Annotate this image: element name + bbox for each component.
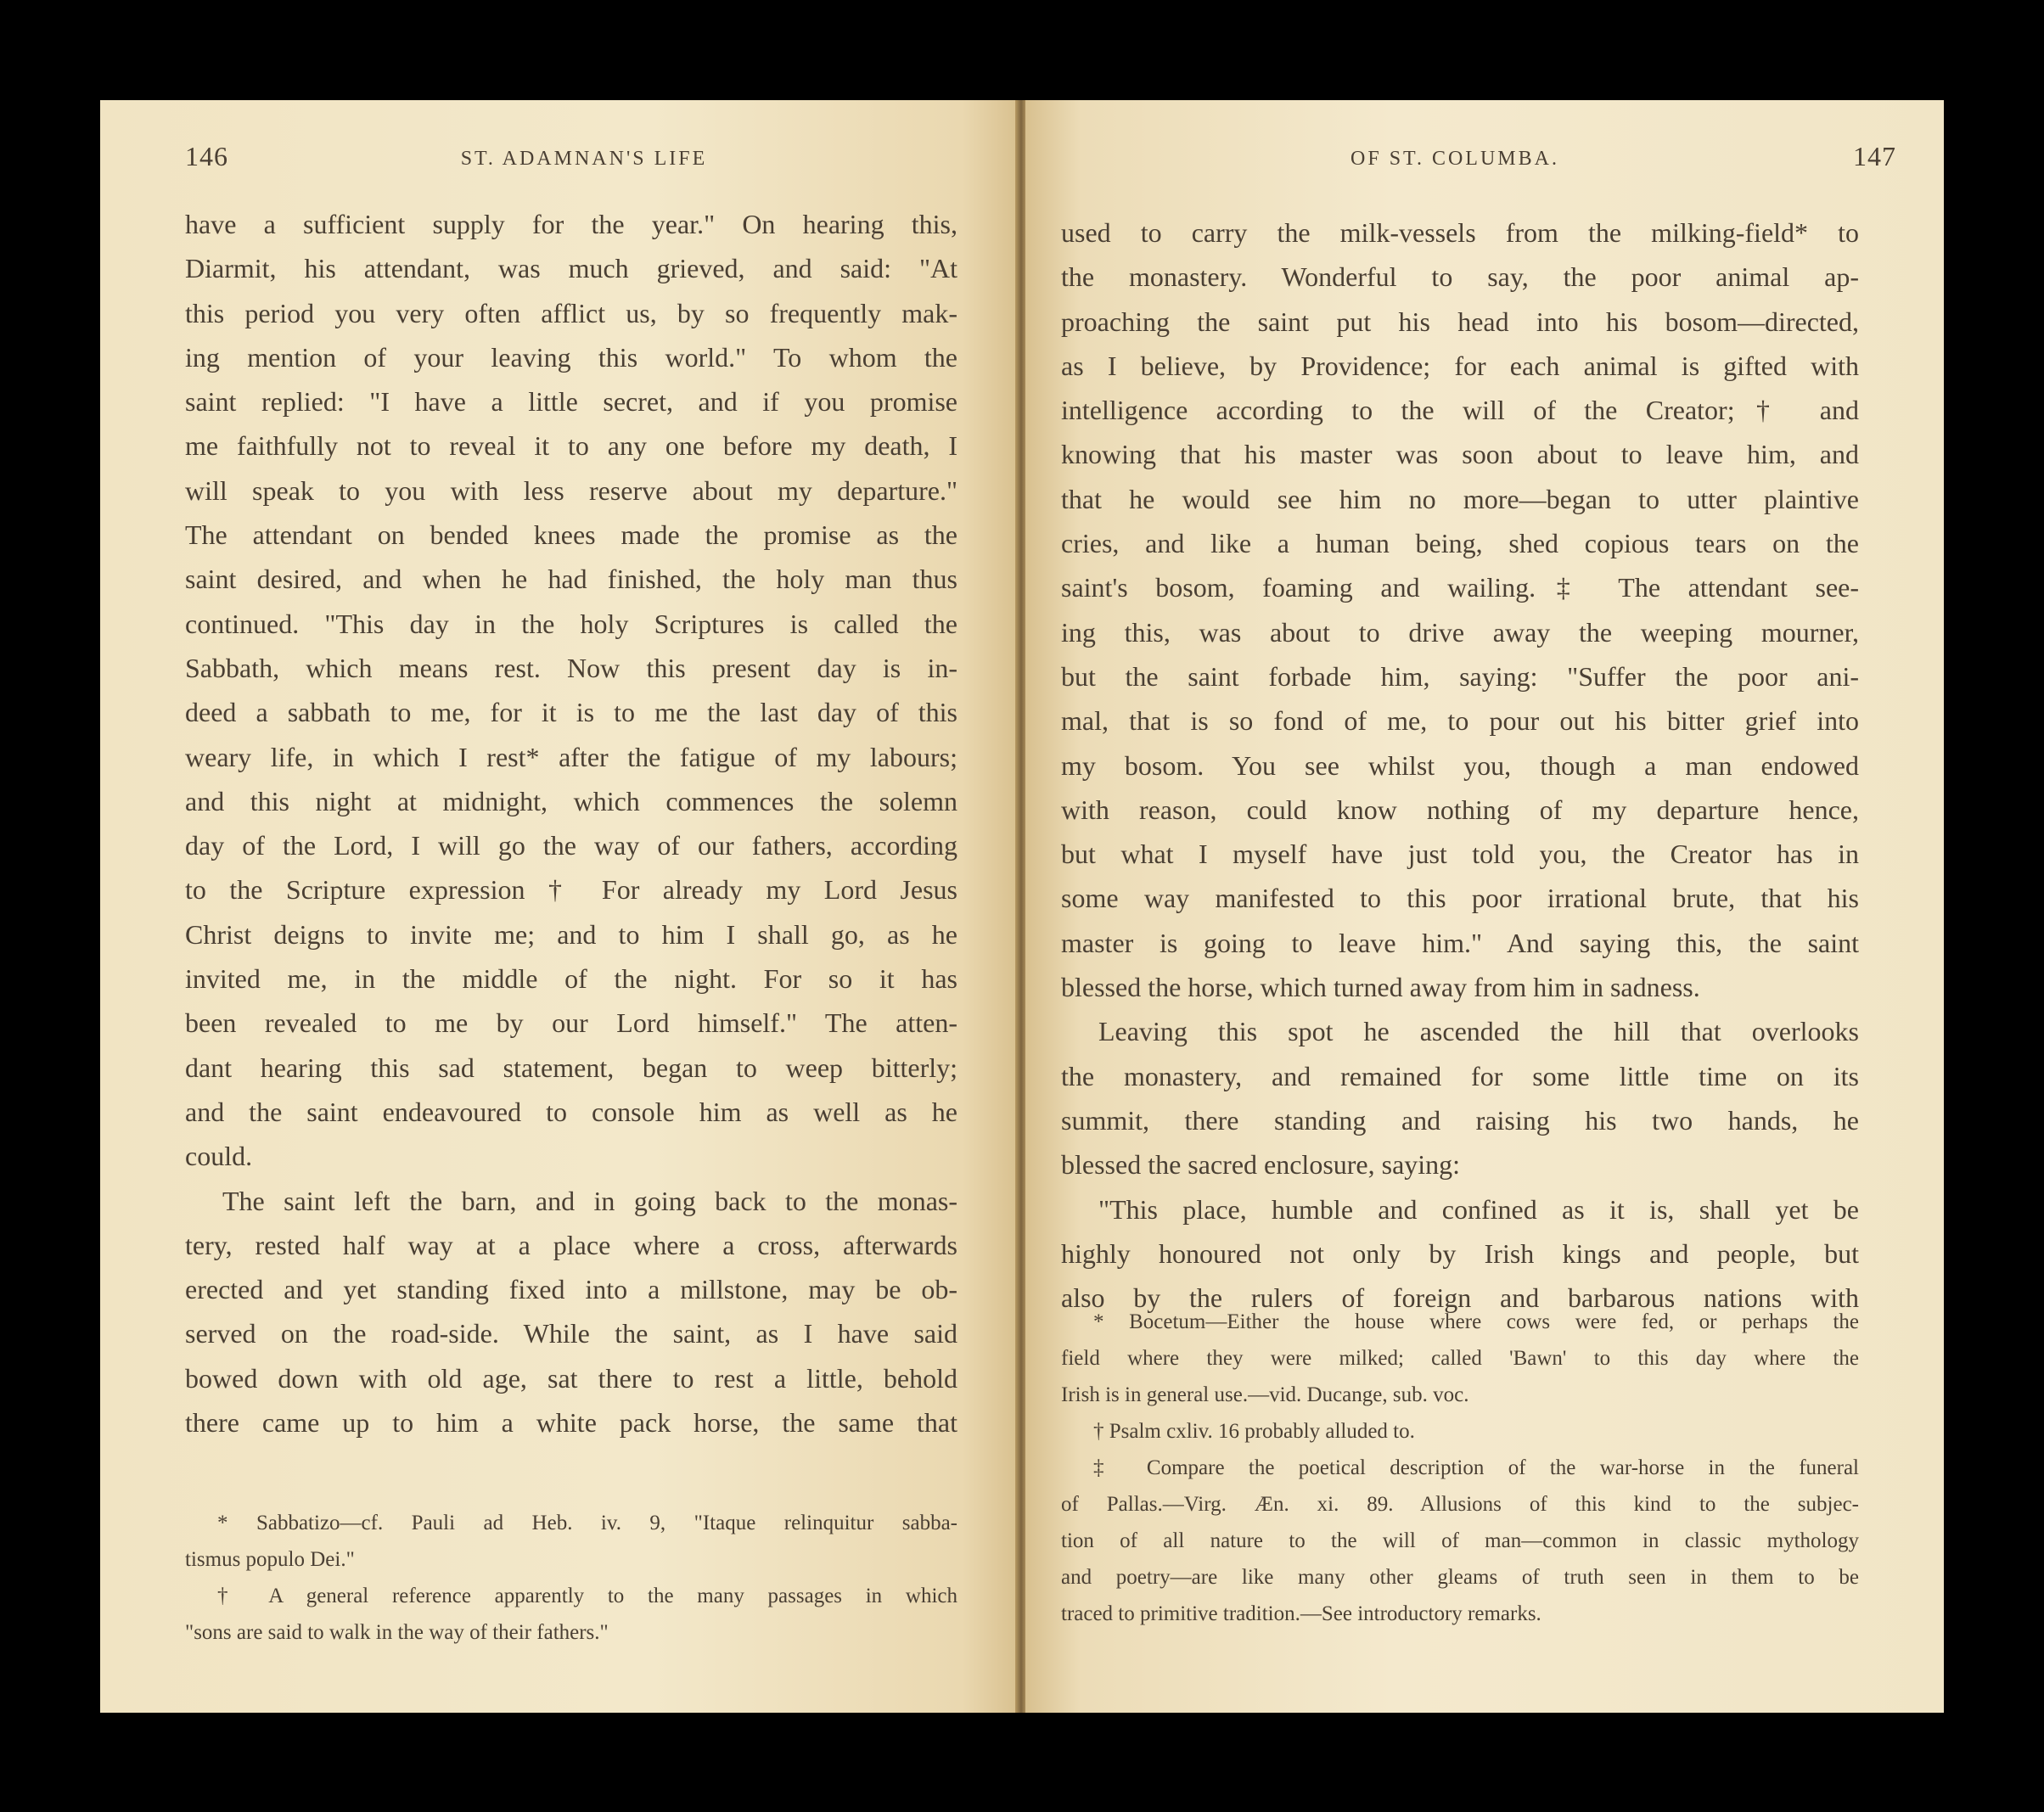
footnote-line: field where they were milked; called 'Bawn' to this day where the xyxy=(1061,1347,1859,1370)
text-line: as I believe, by Providence; for each animal is gifted with xyxy=(1061,350,1859,381)
text-line: to the Scripture expression † For already my Lord Jesus xyxy=(185,874,957,906)
text-line: and this night at midnight, which commences the solemn xyxy=(185,785,957,816)
text-line: the monastery, and remained for some little time on its xyxy=(1061,1060,1859,1091)
text-line: some way manifested to this poor irrational brute, that his xyxy=(1061,883,1859,914)
text-line: the monastery. Wonderful to say, the poor animal ap- xyxy=(1061,261,1859,293)
footnote-line: tismus populo Dei." xyxy=(185,1548,355,1571)
text-line: will speak to you with less reserve about my departure." xyxy=(185,474,957,506)
left-page-header xyxy=(100,141,1017,183)
text-line: The saint left the barn, and in going back to the monas- xyxy=(222,1185,957,1216)
right-page-body xyxy=(1061,210,1859,1320)
text-line: deed a sabbath to me, for it is to me the last day of this xyxy=(185,697,957,728)
text-line: intelligence according to the will of the Creator;† and xyxy=(1061,395,1859,426)
text-line: could. xyxy=(185,1141,253,1172)
text-line: The attendant on bended knees made the promise as the xyxy=(185,519,957,551)
text-line: Diarmit, his attendant, was much grieved, and said: "At xyxy=(185,253,957,284)
text-line: dant hearing this sad statement, began to weep bitterly; xyxy=(185,1052,957,1083)
footnote-line: "sons are said to walk in the way of their fathers." xyxy=(185,1621,609,1644)
text-line: bowed down with old age, sat there to rest a little, behold xyxy=(185,1362,957,1394)
text-line: this period you very often afflict us, by so frequently mak- xyxy=(185,297,957,328)
text-line: but the saint forbade him, saying: "Suffer the poor ani- xyxy=(1061,660,1859,692)
text-line: been revealed to me by our Lord himself." The atten- xyxy=(185,1007,957,1039)
text-line: master is going to leave him." And saying this, the saint xyxy=(1061,927,1859,958)
text-line: blessed the sacred enclosure, saying: xyxy=(1061,1149,1461,1181)
text-line: ing mention of your leaving this world." To whom the xyxy=(185,341,957,373)
running-head: ST. ADAMNAN'S LIFE xyxy=(460,148,708,170)
right-page xyxy=(1025,100,1944,1713)
text-line: highly honoured not only by Irish kings and people, but xyxy=(1061,1237,1859,1269)
text-line: Christ deigns to invite me; and to him I shall go, as he xyxy=(185,918,957,950)
text-line: Leaving this spot he ascended the hill that overlooks xyxy=(1098,1016,1859,1047)
text-line: Sabbath, which means rest. Now this present day is in- xyxy=(185,652,957,683)
text-line: with reason, could know nothing of my departure hence, xyxy=(1061,794,1859,825)
page-number: 146 xyxy=(185,141,228,171)
text-line: and the saint endeavoured to console him as well as he xyxy=(185,1096,957,1127)
text-line: erected and yet standing fixed into a millstone, may be ob- xyxy=(185,1274,957,1305)
right-page-header xyxy=(1025,141,1944,183)
footnote-line: ‡ Compare the poetical description of the war-horse in the funeral xyxy=(1093,1456,1859,1479)
text-line: summit, there standing and raising his two hands, he xyxy=(1061,1104,1859,1136)
footnote-line: Irish is in general use.—vid. Ducange, sub. voc. xyxy=(1061,1383,1469,1406)
text-line: invited me, in the middle of the night. For so it has xyxy=(185,963,957,995)
text-line: saint desired, and when he had finished, the holy man thus xyxy=(185,564,957,595)
text-line: continued. "This day in the holy Scriptures is called the xyxy=(185,608,957,639)
text-line: saint replied: "I have a little secret, and if you promise xyxy=(185,386,957,418)
page-number: 147 xyxy=(1853,141,1896,171)
running-head: OF ST. COLUMBA. xyxy=(1350,148,1559,170)
text-line: also by the rulers of foreign and barbarous nations with xyxy=(1061,1282,1859,1314)
right-page-footnotes xyxy=(1061,1304,1859,1632)
footnote-line: and poetry—are like many other gleams of truth seen in them to be xyxy=(1061,1566,1859,1589)
footnote-line: * Sabbatizo—cf. Pauli ad Heb. iv. 9, "Itaque relinquitur sabba- xyxy=(217,1512,957,1534)
footnote-line: † Psalm cxliv. 16 probably alluded to. xyxy=(1093,1420,1415,1443)
text-line: served on the road-side. While the saint, as I have said xyxy=(185,1318,957,1349)
footnote-line: * Bocetum—Either the house where cows were fed, or perhaps the xyxy=(1093,1310,1859,1333)
footnote-line: of Pallas.—Virg. Æn. xi. 89. Allusions of this kind to the subjec- xyxy=(1061,1493,1859,1516)
text-line: day of the Lord, I will go the way of our fathers, according xyxy=(185,830,957,861)
book-spread xyxy=(100,100,1944,1713)
text-line: that he would see him no more—began to utter plaintive xyxy=(1061,483,1859,514)
footnote-line: tion of all nature to the will of man—common in classic mythology xyxy=(1061,1529,1859,1552)
text-line: mal, that is so fond of me, to pour out his bitter grief into xyxy=(1061,705,1859,737)
text-line: used to carry the milk-vessels from the milking-field* to xyxy=(1061,217,1859,248)
text-line: have a sufficient supply for the year." On hearing this, xyxy=(185,209,957,239)
text-line: proaching the saint put his head into his bosom—directed, xyxy=(1061,306,1859,337)
text-line: "This place, humble and confined as it is, shall yet be xyxy=(1098,1193,1859,1225)
left-page-body xyxy=(185,202,957,1445)
left-page xyxy=(100,100,1017,1713)
text-line: tery, rested half way at a place where a cross, afterwards xyxy=(185,1229,957,1260)
text-line: cries, and like a human being, shed copious tears on the xyxy=(1061,528,1859,559)
text-line: but what I myself have just told you, the Creator has in xyxy=(1061,839,1859,870)
text-line: me faithfully not to reveal it to any one before my death, I xyxy=(185,430,957,462)
text-line: weary life, in which I rest* after the fatigue of my labours; xyxy=(185,741,957,772)
text-line: there came up to him a white pack horse, the same that xyxy=(185,1407,957,1439)
footnote-line: traced to primitive tradition.—See introductory remarks. xyxy=(1061,1602,1541,1625)
footnote-line: † A general reference apparently to the many passages in which xyxy=(217,1585,957,1607)
text-line: knowing that his master was soon about to leave him, and xyxy=(1061,439,1859,470)
text-line: blessed the horse, which turned away from him in sadness. xyxy=(1061,972,1700,1003)
text-line: ing this, was about to drive away the weeping mourner, xyxy=(1061,616,1859,648)
left-page-footnotes xyxy=(185,1505,957,1651)
text-line: my bosom. You see whilst you, though a man endowed xyxy=(1061,749,1859,781)
text-line: saint's bosom, foaming and wailing.‡ The attendant see- xyxy=(1061,572,1859,603)
